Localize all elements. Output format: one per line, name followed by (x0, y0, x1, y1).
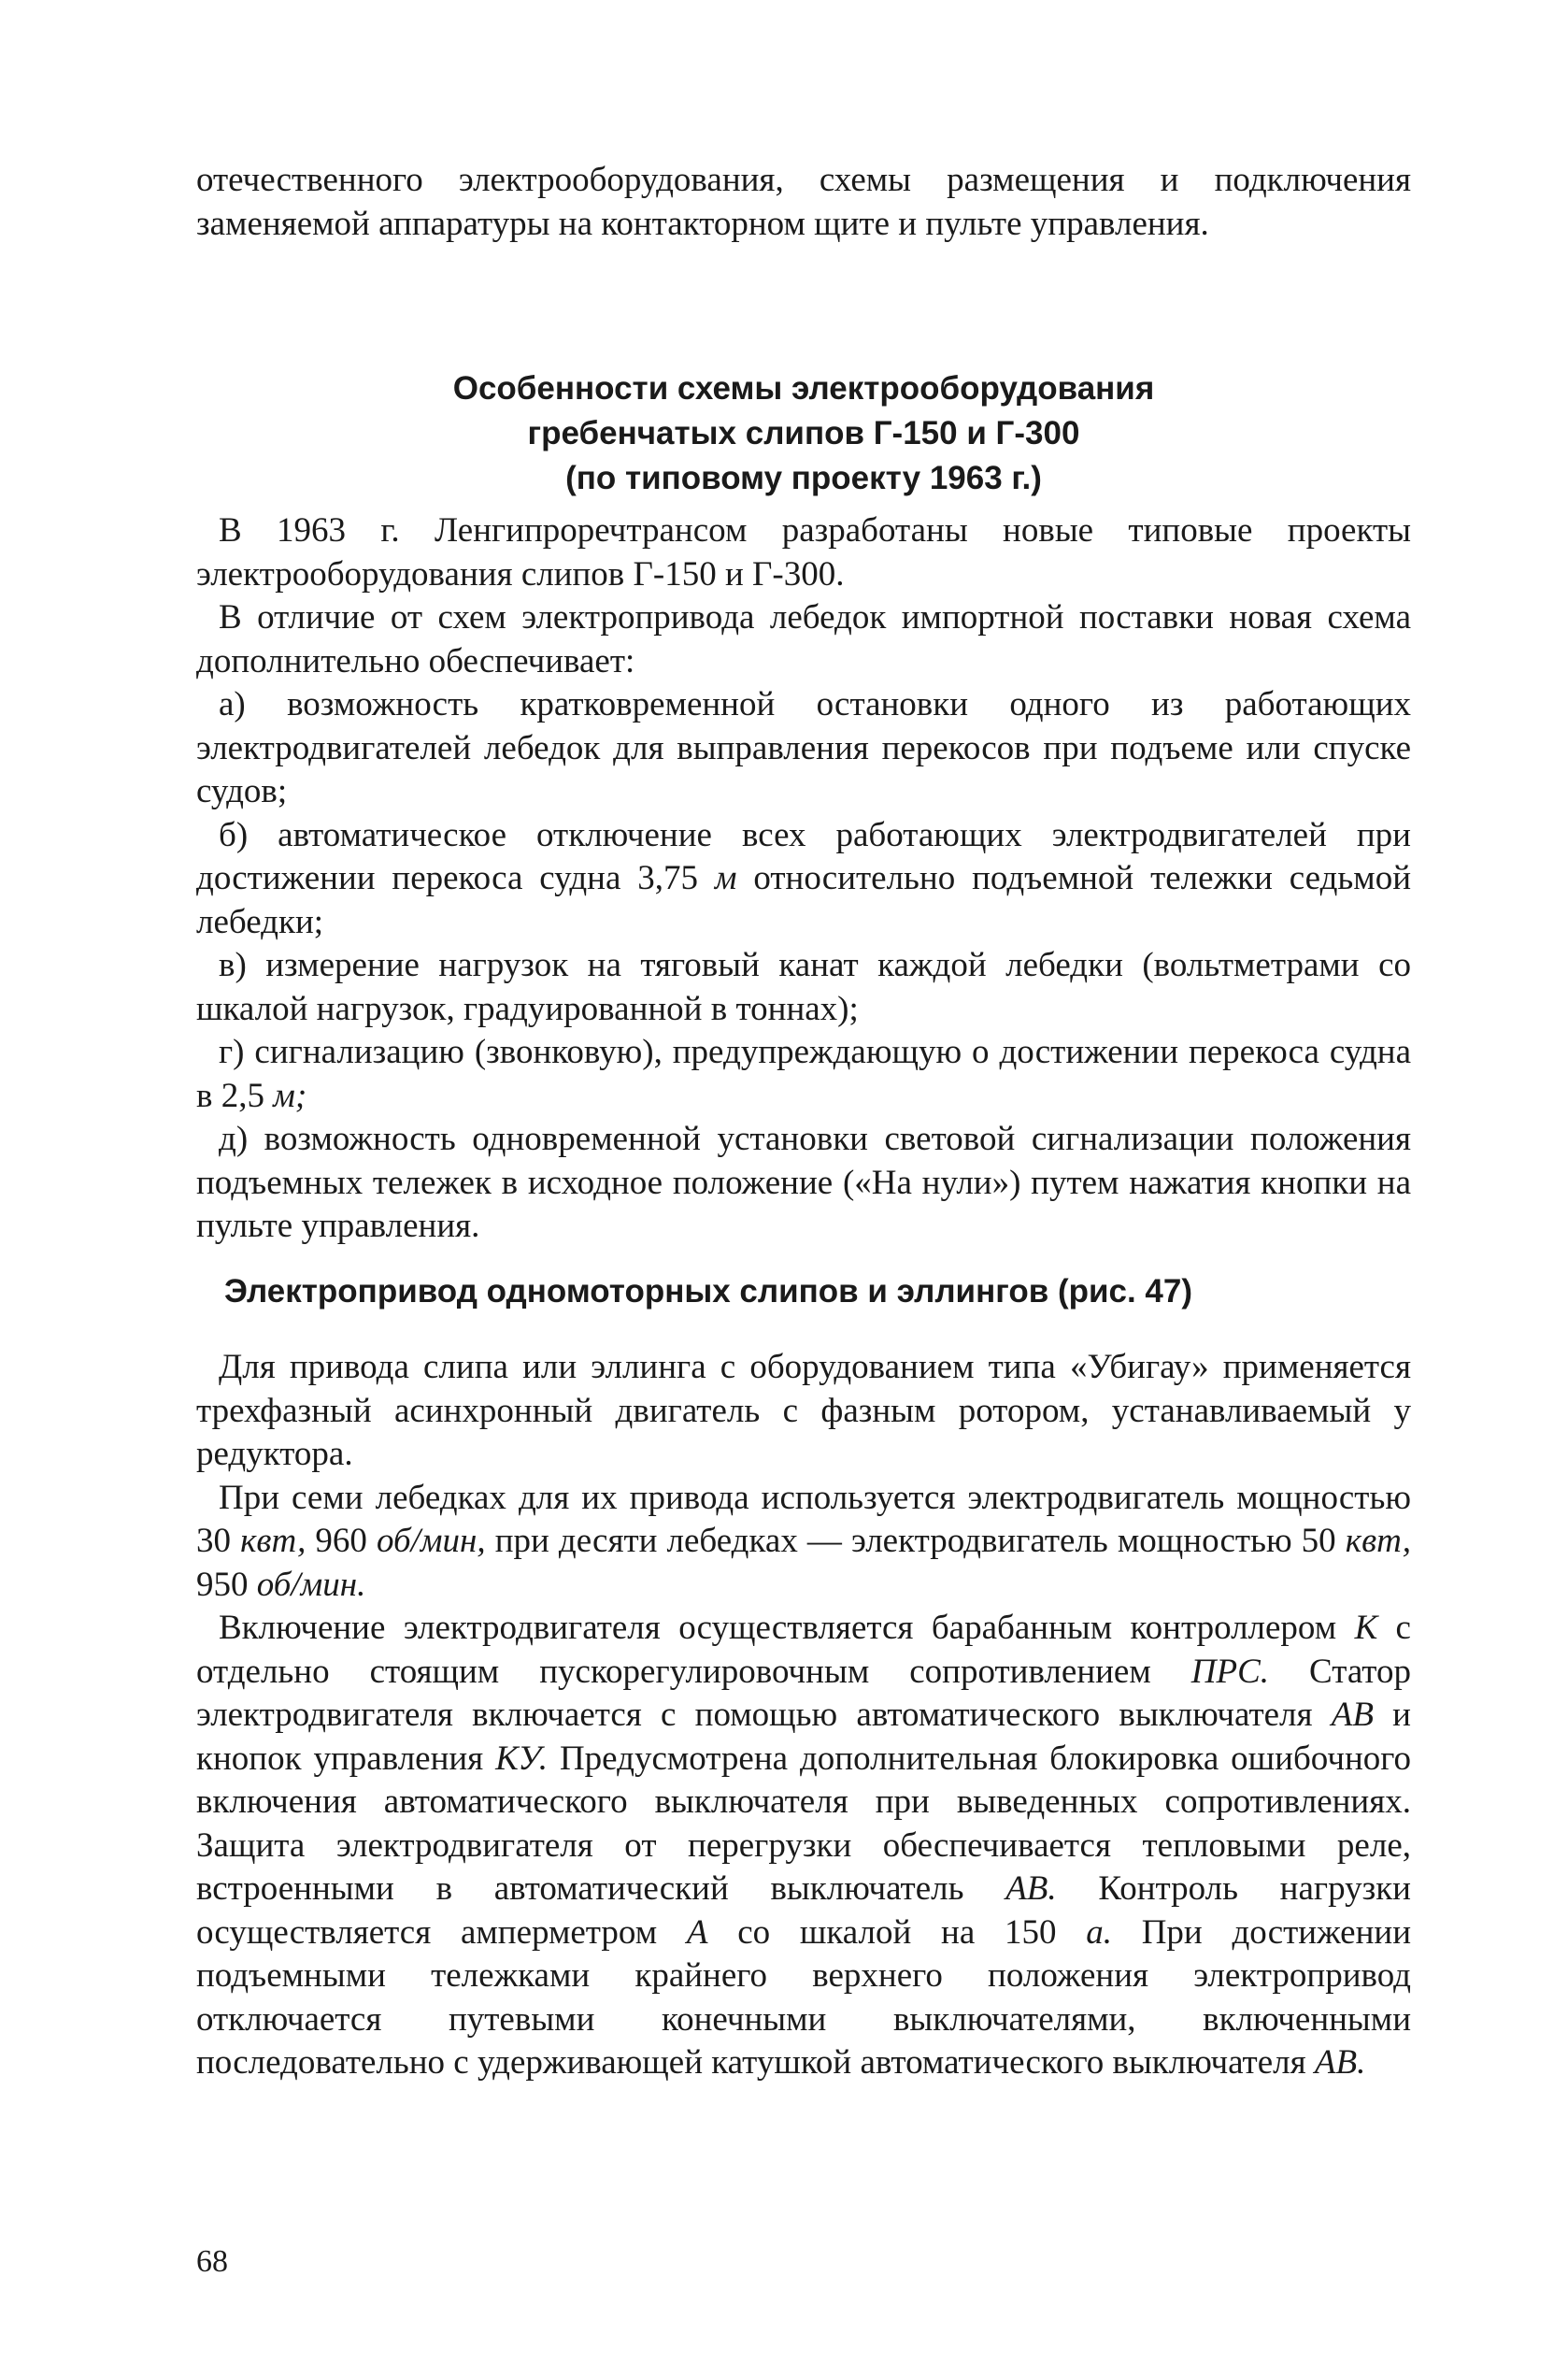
p2-text-c: при десяти лебедках — электродвигатель мощностью 50 (485, 1522, 1346, 1560)
list-item-b-unit: м (714, 859, 737, 897)
p3-text-e: Предусмотрена дополнительная блокировка ошибочного включения автоматического выключателя при выведенных сопротивлениях. Защита электродвигателя от перегрузки обеспечивается тепловыми реле, встроенными в автоматический выключатель (196, 1739, 1411, 1908)
p3-symbol-av-3: АВ. (1314, 2043, 1366, 2082)
p3-symbol-av-1: АВ (1331, 1696, 1374, 1734)
section1-body (196, 509, 1411, 1249)
p3-text-b: с отдельно стоящим пускорегулировочным сопротивлением (196, 1609, 1411, 1691)
list-item-a: а) возможность кратковременной остановки одного из работающих электродвигателей лебедок для выправления перекосов при подъеме или спуске судов; (196, 685, 1411, 810)
p3-unit-a: а. (1086, 1912, 1112, 1952)
p2-text-b: 960 (306, 1522, 377, 1560)
p3-text-h: При достижении подъемными тележками крайнего верхнего положения электропривод отключается путевыми конечными выключателями, включенными последовательно с удерживающей катушкой автоматического выключателя (196, 1912, 1411, 2082)
list-item-d (196, 1031, 1411, 1118)
section2-heading: Электропривод одномоторных слипов и эллингов (рис. 47) (224, 1273, 1193, 1310)
p3-text-c: Статор электродвигателя включается с помощью автоматического выключателя (196, 1652, 1411, 1734)
section1-heading-line2: гребенчатых слипов Г-150 и Г-300 (527, 415, 1080, 451)
section2-paragraph-2 (196, 1477, 1411, 1608)
section1-paragraph-1: В 1963 г. Ленгипроречтрансом разработаны новые типовые проекты электрооборудования слипов Г-150 и Г-300. (196, 511, 1411, 594)
list-item-c: в) измерение нагрузок на тяговый канат каждой лебедки (вольтметрами со шкалой нагрузок, градуированной в тоннах); (196, 946, 1411, 1028)
list-item-b-text-1: б) автоматическое отключение всех работающих электродвигателей при достижении перекоса судна 3,75 (196, 815, 1411, 897)
section1-heading-line1: Особенности схемы электрооборудования (452, 370, 1155, 407)
section2-paragraph-3 (196, 1607, 1411, 2085)
section2-paragraph-1: Для привода слипа или эллинга с оборудованием типа «Убигау» применяется трехфазный асинхронный двигатель с фазным ротором, устанавливаемый у редуктора. (196, 1348, 1411, 1473)
p2-text-d: 950 (196, 1565, 257, 1604)
p3-symbol-prs: ПРС. (1190, 1652, 1270, 1691)
list-item-b-text-2: относительно подъемной тележки седьмой лебедки; (196, 859, 1411, 941)
intro-text: отечественного электрооборудования, схемы размещения и подключения заменяемой аппаратуры на контакторном щите и пульте управления. (196, 161, 1411, 243)
list-item-e: д) возможность одновременной установки световой сигнализации положения подъемных тележек в исходное положение («На нули») путем нажатия кнопки на пульте управления. (196, 1120, 1411, 1245)
p3-symbol-k: К (1354, 1609, 1378, 1647)
section2-body (196, 1346, 1411, 2085)
p2-text-a: При семи лебедках для их привода используется электродвигатель мощностью 30 (196, 1478, 1411, 1560)
list-item-d-unit: м; (273, 1076, 307, 1115)
p3-text-d: и кнопок управления (196, 1696, 1411, 1778)
p3-symbol-a: А (686, 1912, 708, 1952)
p2-unit-kvt-1: квт, (240, 1522, 306, 1560)
intro-paragraph (196, 159, 1411, 246)
p2-unit-obmin-2: об/мин. (256, 1565, 366, 1604)
section1-heading (196, 366, 1411, 501)
list-item-d-text: г) сигнализацию (звонковую), предупреждающую о достижении перекоса судна в 2,5 (196, 1033, 1411, 1115)
section1-heading-line3: (по типовому проекту 1963 г.) (565, 460, 1042, 496)
p2-unit-obmin-1: об/мин, (377, 1522, 486, 1560)
page-number: 68 (196, 2244, 228, 2279)
p3-text-a: Включение электродвигателя осуществляется барабанным контроллером (219, 1609, 1355, 1647)
p3-symbol-av-2: АВ. (1005, 1869, 1057, 1908)
p3-symbol-ku: КУ. (495, 1739, 549, 1778)
p2-unit-kvt-2: квт, (1345, 1522, 1412, 1560)
list-item-b (196, 814, 1411, 945)
p3-text-g: со шкалой на 150 (707, 1912, 1087, 1952)
p3-text-f: Контроль нагрузки осуществляется амперметром (196, 1869, 1411, 1952)
section1-paragraph-2: В отличие от схем электропривода лебедок импортной поставки новая схема дополнительно обеспечивает: (196, 598, 1411, 680)
